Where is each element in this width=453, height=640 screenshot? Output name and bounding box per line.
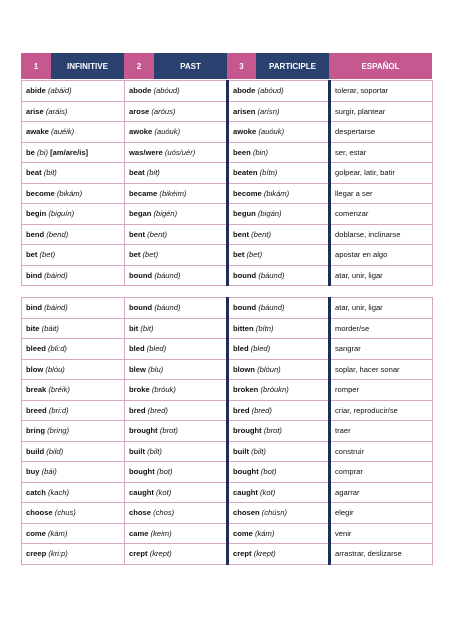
pronunciation: (krept) bbox=[149, 549, 172, 559]
infinitive-cell bbox=[22, 421, 125, 442]
translation: llegar a ser bbox=[335, 188, 373, 198]
espanol-cell bbox=[330, 544, 433, 565]
pronunciation: (bin) bbox=[252, 147, 269, 157]
verb-form: bitten bbox=[233, 323, 254, 333]
translation: soplar, hacer sonar bbox=[335, 364, 400, 374]
verb-form: become bbox=[26, 188, 55, 198]
translation: romper bbox=[335, 385, 360, 395]
pronunciation: (chúsn) bbox=[261, 508, 288, 518]
past-cell bbox=[125, 441, 228, 462]
verb-form: bring bbox=[26, 426, 45, 436]
pronunciation: (bikám) bbox=[263, 188, 290, 198]
verb-form: abode bbox=[129, 86, 152, 96]
pronunciation: (bilt) bbox=[251, 446, 266, 456]
pronunciation: (arísn) bbox=[257, 106, 280, 116]
verb-form: bend bbox=[26, 229, 45, 239]
verb-form: creep bbox=[26, 549, 47, 559]
espanol-cell bbox=[330, 81, 433, 102]
table-row bbox=[22, 503, 433, 524]
past-cell bbox=[125, 265, 228, 286]
past-cell bbox=[125, 462, 228, 483]
pronunciation: (bái) bbox=[41, 467, 57, 477]
pronunciation: (bot) bbox=[260, 467, 277, 477]
pronunciation: (báund) bbox=[154, 270, 181, 280]
past-cell bbox=[125, 245, 228, 266]
verb-form: crept bbox=[129, 549, 148, 559]
pronunciation: (bent) bbox=[147, 229, 167, 239]
verb-form: caught bbox=[233, 487, 258, 497]
infinitive-cell bbox=[22, 101, 125, 122]
table-row bbox=[22, 339, 433, 360]
pronunciation: (auóuk) bbox=[154, 127, 181, 137]
verb-form: came bbox=[129, 528, 149, 538]
table-row bbox=[22, 183, 433, 204]
participle-cell bbox=[228, 245, 330, 266]
pronunciation: (bróuk) bbox=[151, 385, 176, 395]
verb-form: broke bbox=[129, 385, 150, 395]
translation: atar, unir, ligar bbox=[335, 303, 383, 313]
verb-form: awoke bbox=[129, 127, 153, 137]
espanol-cell bbox=[330, 101, 433, 122]
pronunciation: (báind) bbox=[44, 303, 68, 313]
infinitive-cell bbox=[22, 503, 125, 524]
participle-cell bbox=[228, 318, 330, 339]
translation: golpear, latir, batir bbox=[335, 168, 395, 178]
verb-form: bred bbox=[233, 405, 250, 415]
participle-cell bbox=[228, 462, 330, 483]
verb-form: bought bbox=[129, 467, 155, 477]
pronunciation: (bet) bbox=[246, 250, 263, 260]
verb-form: bleed bbox=[26, 344, 46, 354]
pronunciation: (bréik) bbox=[48, 385, 70, 395]
espanol-cell bbox=[330, 298, 433, 319]
pronunciation: (bild) bbox=[46, 446, 64, 456]
table-row bbox=[22, 122, 433, 143]
pronunciation: (bled) bbox=[250, 344, 271, 354]
verb-form: begin bbox=[26, 209, 47, 219]
verb-form: arisen bbox=[233, 106, 256, 116]
verb-form: brought bbox=[129, 426, 158, 436]
participle-cell bbox=[228, 482, 330, 503]
verb-form: bound bbox=[233, 303, 257, 313]
past-cell bbox=[125, 81, 228, 102]
pronunciation: (blu) bbox=[148, 364, 164, 374]
translation: criar, reproducir/se bbox=[335, 405, 398, 415]
infinitive-cell bbox=[22, 163, 125, 184]
pronunciation: (báind) bbox=[44, 270, 68, 280]
header-infinitive: INFINITIVE bbox=[51, 53, 124, 79]
pronunciation: (bikám) bbox=[56, 188, 83, 198]
espanol-cell bbox=[330, 462, 433, 483]
translation: construir bbox=[335, 446, 365, 456]
past-cell bbox=[125, 122, 228, 143]
verb-form: bent bbox=[233, 229, 250, 239]
translation: elegir bbox=[335, 508, 354, 518]
pronunciation: (kach) bbox=[47, 487, 70, 497]
table-row bbox=[22, 298, 433, 319]
espanol-cell bbox=[330, 183, 433, 204]
pronunciation: (auóuk) bbox=[258, 127, 285, 137]
translation: venir bbox=[335, 528, 352, 538]
pronunciation: (blóu) bbox=[45, 364, 65, 374]
participle-cell bbox=[228, 339, 330, 360]
pronunciation: (bítn) bbox=[259, 168, 278, 178]
verb-form: bled bbox=[129, 344, 145, 354]
infinitive-cell bbox=[22, 142, 125, 163]
verb-form: bred bbox=[129, 405, 146, 415]
infinitive-cell bbox=[22, 339, 125, 360]
verb-form: become bbox=[233, 188, 262, 198]
verb-form: was/were bbox=[129, 147, 163, 157]
pronunciation: (kri:p) bbox=[48, 549, 68, 559]
pronunciation: (bent) bbox=[251, 229, 271, 239]
verb-form: break bbox=[26, 385, 47, 395]
infinitive-cell bbox=[22, 318, 125, 339]
table-row bbox=[22, 265, 433, 286]
table-row bbox=[22, 400, 433, 421]
table-row bbox=[22, 81, 433, 102]
participle-cell bbox=[228, 142, 330, 163]
verb-form: bite bbox=[26, 323, 40, 333]
past-cell bbox=[125, 298, 228, 319]
past-cell bbox=[125, 544, 228, 565]
pronunciation: (bikéim) bbox=[159, 188, 187, 198]
verb-form: been bbox=[233, 147, 251, 157]
table-row bbox=[22, 441, 433, 462]
infinitive-cell bbox=[22, 81, 125, 102]
espanol-cell bbox=[330, 339, 433, 360]
infinitive-cell bbox=[22, 122, 125, 143]
participle-cell bbox=[228, 503, 330, 524]
participle-cell bbox=[228, 441, 330, 462]
verb-form: choose bbox=[26, 508, 53, 518]
pronunciation: (bilt) bbox=[147, 446, 162, 456]
table-row bbox=[22, 523, 433, 544]
pronunciation: (bri:d) bbox=[48, 405, 69, 415]
verb-form: chose bbox=[129, 508, 151, 518]
past-cell bbox=[125, 339, 228, 360]
table-row bbox=[22, 163, 433, 184]
participle-cell bbox=[228, 359, 330, 380]
verb-form: chosen bbox=[233, 508, 260, 518]
participle-cell bbox=[228, 204, 330, 225]
past-cell bbox=[125, 318, 228, 339]
past-cell bbox=[125, 101, 228, 122]
verb-form: caught bbox=[129, 487, 154, 497]
verb-form: blew bbox=[129, 364, 146, 374]
pronunciation: (abóud) bbox=[257, 86, 284, 96]
table-row bbox=[22, 318, 433, 339]
verb-form: blown bbox=[233, 364, 255, 374]
participle-cell bbox=[228, 81, 330, 102]
infinitive-cell bbox=[22, 400, 125, 421]
pronunciation: (aráis) bbox=[45, 106, 68, 116]
pronunciation: (báund) bbox=[258, 270, 285, 280]
pronunciation: (bit) bbox=[43, 168, 57, 178]
translation: tolerar, soportar bbox=[335, 86, 389, 96]
pronunciation: (bet) bbox=[142, 250, 159, 260]
translation: atar, unir, ligar bbox=[335, 270, 383, 280]
table-row bbox=[22, 359, 433, 380]
participle-cell bbox=[228, 163, 330, 184]
pronunciation: (bigén) bbox=[153, 209, 178, 219]
pronunciation: (bit) bbox=[146, 168, 160, 178]
translation: surgir, plantear bbox=[335, 106, 386, 116]
verb-form: be bbox=[26, 147, 35, 157]
verb-form: breed bbox=[26, 405, 47, 415]
verb-form: beaten bbox=[233, 168, 258, 178]
pronunciation: (bróukn) bbox=[260, 385, 289, 395]
translation: comprar bbox=[335, 467, 363, 477]
infinitive-cell bbox=[22, 224, 125, 245]
verb-form: arise bbox=[26, 106, 44, 116]
translation: traer bbox=[335, 426, 351, 436]
verb-form: built bbox=[129, 446, 146, 456]
translation: despertarse bbox=[335, 127, 376, 137]
past-cell bbox=[125, 503, 228, 524]
participle-cell bbox=[228, 265, 330, 286]
participle-cell bbox=[228, 122, 330, 143]
translation: comenzar bbox=[335, 209, 369, 219]
verb-form: beat bbox=[26, 168, 42, 178]
pronunciation: (bit) bbox=[140, 323, 154, 333]
pronunciation: (brot) bbox=[159, 426, 178, 436]
pronunciation: (kot) bbox=[260, 487, 276, 497]
verb-form: bought bbox=[233, 467, 259, 477]
table-row bbox=[22, 101, 433, 122]
verb-form: awoke bbox=[233, 127, 257, 137]
pronunciation: (kám) bbox=[254, 528, 275, 538]
past-cell bbox=[125, 359, 228, 380]
verb-form: bound bbox=[129, 270, 153, 280]
verb-form: beat bbox=[129, 168, 145, 178]
infinitive-cell bbox=[22, 544, 125, 565]
table-row bbox=[22, 245, 433, 266]
espanol-cell bbox=[330, 245, 433, 266]
table-row bbox=[22, 462, 433, 483]
table-row bbox=[22, 224, 433, 245]
table-row bbox=[22, 421, 433, 442]
pronunciation: (bend) bbox=[46, 229, 69, 239]
verb-form: bet bbox=[233, 250, 245, 260]
verb-form: bet bbox=[26, 250, 38, 260]
verb-form: bet bbox=[129, 250, 141, 260]
past-cell bbox=[125, 183, 228, 204]
participle-cell bbox=[228, 101, 330, 122]
pronunciation: (bigán) bbox=[257, 209, 282, 219]
pronunciation: (aróus) bbox=[151, 106, 176, 116]
verb-form: come bbox=[233, 528, 253, 538]
espanol-cell bbox=[330, 318, 433, 339]
pronunciation: (abóud) bbox=[153, 86, 180, 96]
translation: doblarse, inclinarse bbox=[335, 229, 401, 239]
verb-form: blow bbox=[26, 364, 44, 374]
pronunciation: (bet) bbox=[39, 250, 56, 260]
espanol-cell bbox=[330, 441, 433, 462]
espanol-cell bbox=[330, 204, 433, 225]
espanol-cell bbox=[330, 163, 433, 184]
header-number-3: 3 bbox=[227, 53, 256, 79]
translation: arrastrar, deslizarse bbox=[335, 549, 402, 559]
pronunciation: (krept) bbox=[253, 549, 276, 559]
participle-cell bbox=[228, 380, 330, 401]
pronunciation: (bred) bbox=[251, 405, 272, 415]
verb-table-2 bbox=[21, 297, 433, 565]
verb-form: abode bbox=[233, 86, 256, 96]
espanol-cell bbox=[330, 142, 433, 163]
verb-form: begun bbox=[233, 209, 256, 219]
espanol-cell bbox=[330, 482, 433, 503]
pronunciation: (bled) bbox=[146, 344, 167, 354]
pronunciation: (uós/uér) bbox=[164, 147, 196, 157]
verb-form: catch bbox=[26, 487, 46, 497]
translation: ser, estar bbox=[335, 147, 367, 157]
verb-form: brought bbox=[233, 426, 262, 436]
translation: morder/se bbox=[335, 323, 370, 333]
pronunciation: (chus) bbox=[54, 508, 76, 518]
espanol-cell bbox=[330, 380, 433, 401]
verb-form: bound bbox=[233, 270, 257, 280]
pronunciation: (bi) bbox=[37, 147, 48, 157]
verb-form: awake bbox=[26, 127, 49, 137]
past-cell bbox=[125, 224, 228, 245]
espanol-cell bbox=[330, 503, 433, 524]
header-number-1: 1 bbox=[21, 53, 51, 79]
infinitive-cell bbox=[22, 183, 125, 204]
espanol-cell bbox=[330, 523, 433, 544]
past-cell bbox=[125, 204, 228, 225]
verb-form: bind bbox=[26, 303, 43, 313]
table-row bbox=[22, 380, 433, 401]
pronunciation: (báund) bbox=[258, 303, 285, 313]
pronunciation: (bring) bbox=[47, 426, 70, 436]
header-past: PAST bbox=[154, 53, 227, 79]
participle-cell bbox=[228, 421, 330, 442]
pronunciation: (blóun) bbox=[257, 364, 281, 374]
espanol-cell bbox=[330, 122, 433, 143]
infinitive-cell bbox=[22, 441, 125, 462]
participle-cell bbox=[228, 544, 330, 565]
verb-form: bit bbox=[129, 323, 139, 333]
infinitive-cell bbox=[22, 359, 125, 380]
infinitive-cell bbox=[22, 204, 125, 225]
infinitive-cell bbox=[22, 380, 125, 401]
verb-form: bent bbox=[129, 229, 146, 239]
past-cell bbox=[125, 400, 228, 421]
table-row bbox=[22, 544, 433, 565]
past-cell bbox=[125, 523, 228, 544]
table-row bbox=[22, 142, 433, 163]
participle-cell bbox=[228, 523, 330, 544]
verb-form: come bbox=[26, 528, 46, 538]
infinitive-cell bbox=[22, 298, 125, 319]
past-cell bbox=[125, 163, 228, 184]
espanol-cell bbox=[330, 359, 433, 380]
verb-form: began bbox=[129, 209, 152, 219]
pronunciation: (bli:d) bbox=[47, 344, 67, 354]
past-cell bbox=[125, 421, 228, 442]
past-cell bbox=[125, 380, 228, 401]
verb-table-1 bbox=[21, 80, 433, 286]
pronunciation: (abáid) bbox=[47, 86, 72, 96]
translation: apostar en algo bbox=[335, 250, 388, 260]
pronunciation: (chos) bbox=[153, 508, 175, 518]
participle-cell bbox=[228, 298, 330, 319]
pronunciation: (bítn) bbox=[255, 323, 274, 333]
pronunciation: (biguín) bbox=[48, 209, 75, 219]
header-espanol: ESPAÑOL bbox=[329, 53, 432, 79]
infinitive-cell bbox=[22, 462, 125, 483]
pronunciation: (báit) bbox=[41, 323, 59, 333]
translation: sangrar bbox=[335, 344, 361, 354]
pronunciation: (bred) bbox=[147, 405, 168, 415]
verb-form: built bbox=[233, 446, 250, 456]
verb-form: abide bbox=[26, 86, 46, 96]
header-number-2: 2 bbox=[124, 53, 154, 79]
espanol-cell bbox=[330, 400, 433, 421]
translation: agarrar bbox=[335, 487, 360, 497]
pronunciation: (báund) bbox=[154, 303, 181, 313]
pronunciation: (auéik) bbox=[50, 127, 75, 137]
pronunciation: (kám) bbox=[47, 528, 68, 538]
verb-form: broken bbox=[233, 385, 259, 395]
table-row bbox=[22, 204, 433, 225]
verb-form: arose bbox=[129, 106, 150, 116]
verb-form: build bbox=[26, 446, 45, 456]
verb-form: bound bbox=[129, 303, 153, 313]
verb-form: crept bbox=[233, 549, 252, 559]
espanol-cell bbox=[330, 224, 433, 245]
infinitive-cell bbox=[22, 523, 125, 544]
past-cell bbox=[125, 482, 228, 503]
espanol-cell bbox=[330, 421, 433, 442]
verb-form: bind bbox=[26, 270, 43, 280]
participle-cell bbox=[228, 224, 330, 245]
pronunciation: (keim) bbox=[150, 528, 172, 538]
pronunciation: (brot) bbox=[263, 426, 282, 436]
table-row bbox=[22, 482, 433, 503]
participle-cell bbox=[228, 400, 330, 421]
espanol-cell bbox=[330, 265, 433, 286]
verb-form: bled bbox=[233, 344, 249, 354]
header-participle: PARTICIPLE bbox=[256, 53, 329, 79]
infinitive-cell bbox=[22, 245, 125, 266]
participle-cell bbox=[228, 183, 330, 204]
verb-form: buy bbox=[26, 467, 40, 477]
verb-form-extra: [am/are/is] bbox=[50, 147, 89, 157]
pronunciation: (kot) bbox=[156, 487, 172, 497]
table-header bbox=[21, 53, 432, 79]
infinitive-cell bbox=[22, 265, 125, 286]
pronunciation: (bot) bbox=[156, 467, 173, 477]
verb-form: became bbox=[129, 188, 158, 198]
infinitive-cell bbox=[22, 482, 125, 503]
past-cell bbox=[125, 142, 228, 163]
